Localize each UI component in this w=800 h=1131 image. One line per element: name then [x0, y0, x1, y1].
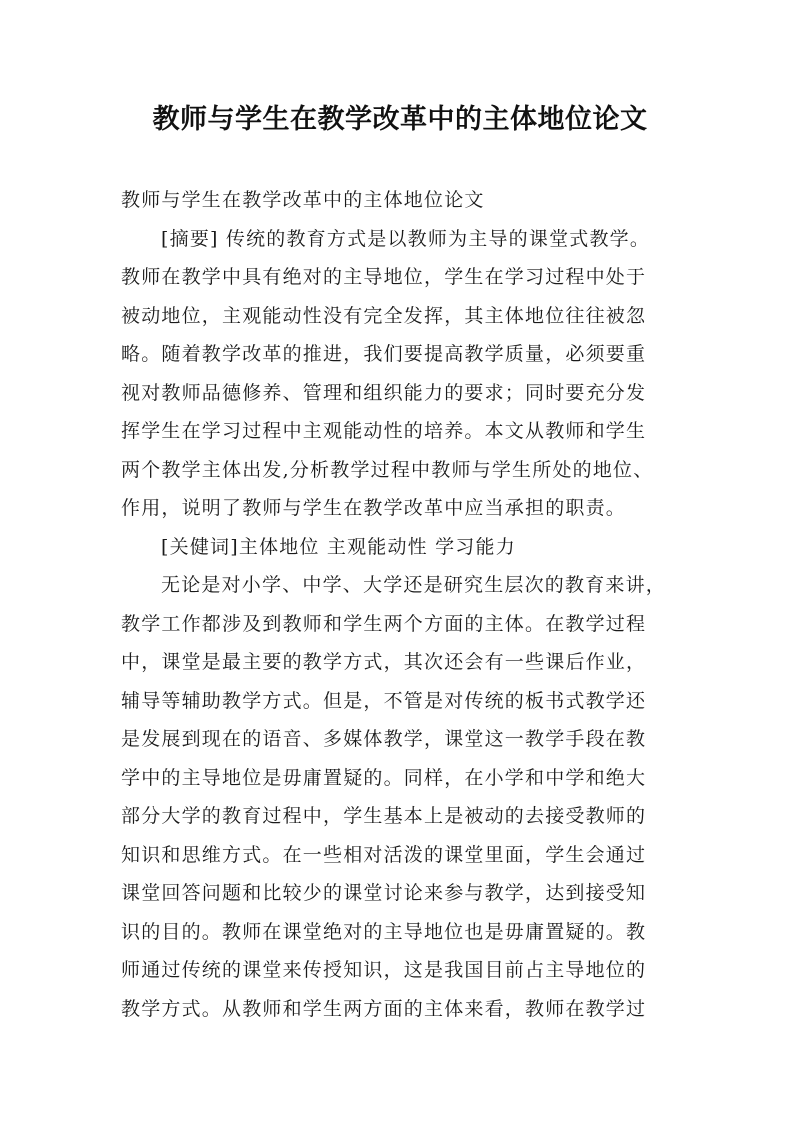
text-line: 课堂回答问题和比较少的课堂讨论来参与教学，达到接受知 — [121, 882, 647, 904]
text-line: 两个教学主体出发,分析教学过程中教师与学生所处的地位、 — [121, 458, 654, 481]
text-line: 学中的主导地位是毋庸置疑的。同样，在小学和中学和绝大 — [121, 766, 647, 789]
text-line: 是发展到现在的语音、多媒体教学，课堂这一教学手段在教 — [121, 728, 647, 750]
text-line: 无论是对小学、中学、大学还是研究生层次的教育来讲， — [161, 574, 667, 596]
document-subtitle: 教师与学生在教学改革中的主体地位论文 — [121, 189, 485, 211]
text-line: 略。随着教学改革的推进，我们要提高教学质量，必须要重 — [121, 343, 647, 365]
text-line: 中，课堂是最主要的教学方式，其次还会有一些课后作业， — [121, 651, 647, 673]
text-line: 教学工作都涉及到教师和学生两个方面的主体。在教学过程 — [121, 612, 647, 635]
text-line: 教学方式。从教师和学生两方面的主体来看，教师在教学过 — [121, 997, 647, 1020]
text-line: 被动地位，主观能动性没有完全发挥，其主体地位往往被忽 — [121, 304, 647, 327]
text-line: [关健词]主体地位 主观能动性 学习能力 — [161, 535, 516, 558]
text-line: 作用，说明了教师与学生在教学改革中应当承担的职责。 — [121, 497, 627, 519]
text-line: 部分大学的教育过程中，学生基本上是被动的去接受教师的 — [121, 805, 647, 827]
text-line: 视对教师品德修养、管理和组织能力的要求；同时要充分发 — [121, 381, 647, 404]
text-line: 挥学生在学习过程中主观能动性的培养。本文从教师和学生 — [121, 420, 647, 442]
document-title: 教师与学生在教学改革中的主体地位论文 — [152, 104, 648, 135]
text-line: 知识和思维方式。在一些相对活泼的课堂里面，学生会通过 — [121, 843, 647, 866]
text-line: 辅导等辅助教学方式。但是，不管是对传统的板书式教学还 — [121, 689, 647, 712]
text-line: 师通过传统的课堂来传授知识，这是我国目前占主导地位的 — [121, 959, 647, 981]
text-line: [摘要] 传统的教育方式是以教师为主导的课堂式教学。 — [161, 227, 651, 250]
document-body — [121, 181, 681, 1028]
text-line: 教师在教学中具有绝对的主导地位，学生在学习过程中处于 — [121, 266, 647, 288]
text-line: 识的目的。教师在课堂绝对的主导地位也是毋庸置疑的。教 — [121, 920, 647, 943]
